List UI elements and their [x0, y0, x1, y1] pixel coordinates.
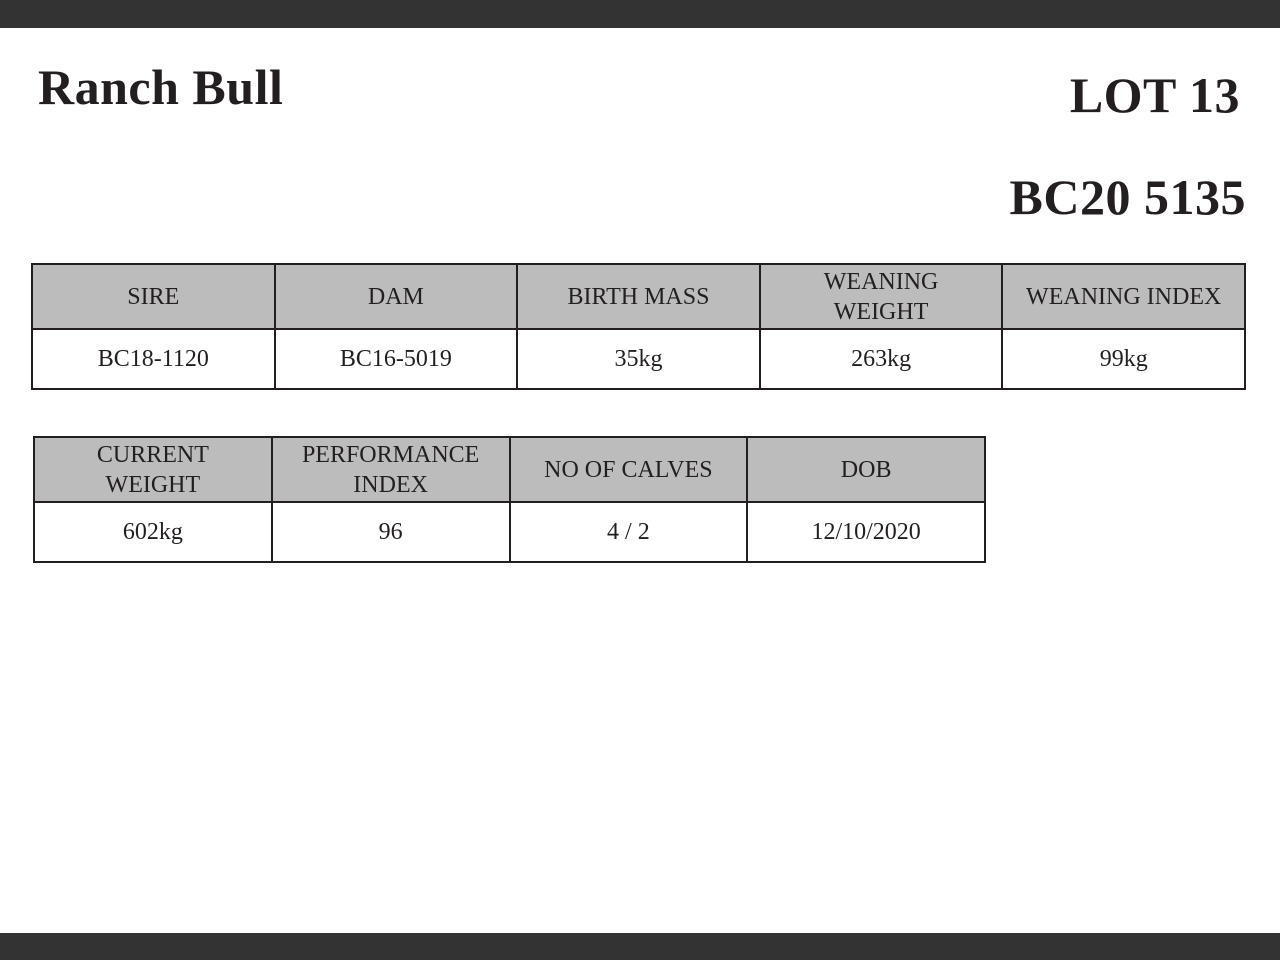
header-birth-mass: BIRTH MASS	[517, 264, 760, 329]
top-frame-bar	[0, 0, 1280, 28]
animal-tag-number: BC20 5135	[1009, 169, 1246, 225]
cell-performance-index: 96	[272, 502, 510, 562]
header-dob: DOB	[747, 437, 985, 502]
cell-birth-mass: 35kg	[517, 329, 760, 389]
header-weaning-weight: WEANING WEIGHT	[760, 264, 1003, 329]
cell-weaning-weight: 263kg	[760, 329, 1003, 389]
cell-no-of-calves: 4 / 2	[510, 502, 748, 562]
pedigree-weights-table	[31, 263, 1246, 390]
table-header-row	[32, 264, 1245, 329]
cell-weaning-index: 99kg	[1002, 329, 1245, 389]
header-performance-index: PERFORMANCE INDEX	[272, 437, 510, 502]
cell-dam: BC16-5019	[275, 329, 518, 389]
performance-table	[33, 436, 986, 563]
cell-dob: 12/10/2020	[747, 502, 985, 562]
cell-sire: BC18-1120	[32, 329, 275, 389]
header-no-of-calves: NO OF CALVES	[510, 437, 748, 502]
cell-current-weight: 602kg	[34, 502, 272, 562]
table-row	[34, 502, 985, 562]
animal-title: Ranch Bull	[38, 59, 284, 115]
header-weaning-index: WEANING INDEX	[1002, 264, 1245, 329]
header-dam: DAM	[275, 264, 518, 329]
header-current-weight: CURRENT WEIGHT	[34, 437, 272, 502]
bottom-frame-bar	[0, 933, 1280, 960]
lot-number: LOT 13	[1069, 67, 1240, 123]
table-header-row	[34, 437, 985, 502]
table-row	[32, 329, 1245, 389]
header-sire: SIRE	[32, 264, 275, 329]
